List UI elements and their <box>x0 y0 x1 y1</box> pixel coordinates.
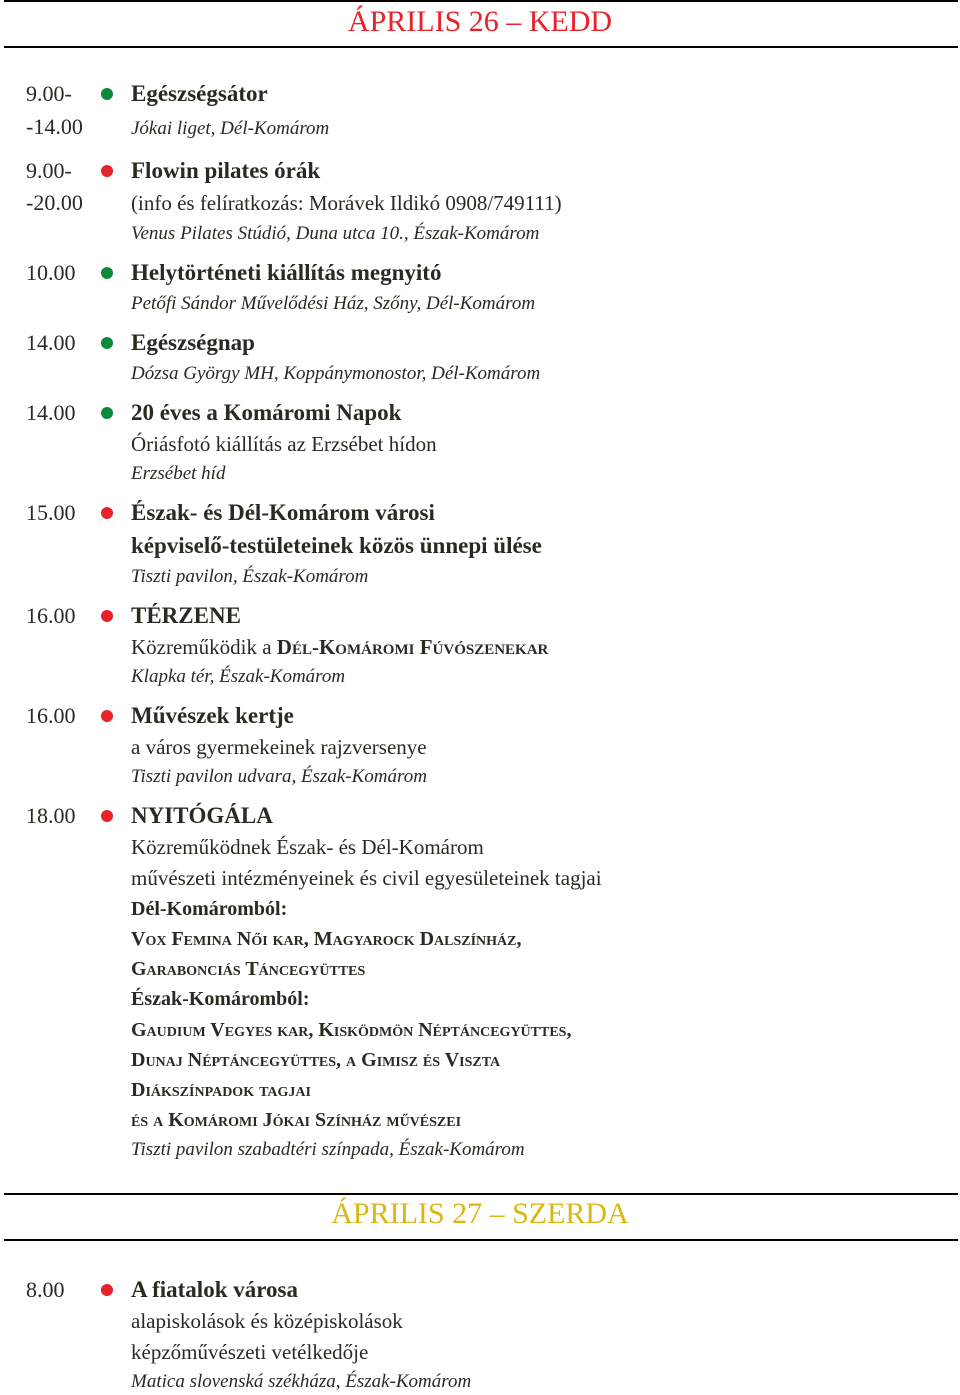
event-description: Óriásfotó kiállítás az Erzsébet hídon <box>131 432 437 456</box>
event-time: 9.00- <box>26 158 72 183</box>
event-location: Tiszti pavilon udvara, Észak-Komárom <box>131 766 427 787</box>
green-bullet-icon <box>101 337 113 349</box>
event-time: 14.00 <box>26 330 76 355</box>
event-description: alapiskolások és középiskolások <box>131 1309 403 1333</box>
event-title: Helytörténeti kiállítás megnyitó <box>131 260 442 285</box>
day-title-april-26: ÁPRILIS 26 – KEDD <box>347 5 613 38</box>
event-time: 15.00 <box>26 500 76 525</box>
event-title: Egészségnap <box>131 330 255 355</box>
green-bullet-icon <box>101 407 113 419</box>
event-location: Jókai liget, Dél-Komárom <box>131 118 330 139</box>
day-1-rule <box>4 46 958 48</box>
event-title: TÉRZENE <box>131 603 241 628</box>
event-location: Klapka tér, Észak-Komárom <box>131 666 346 687</box>
event-time: 8.00 <box>26 1277 65 1302</box>
event-time: 10.00 <box>26 260 76 285</box>
event-location: Tiszti pavilon szabadtéri színpada, Észak-Komárom <box>131 1139 525 1160</box>
event-location: Dózsa György MH, Koppánymonostor, Dél-Komárom <box>131 363 541 384</box>
day-title-april-27: ÁPRILIS 27 – SZERDA <box>331 1197 629 1230</box>
event-title: A fiatalok városa <box>131 1277 298 1302</box>
event-title-continued: képviselő-testületeinek közös ünnepi ülése <box>131 533 542 558</box>
event-time: 14.00 <box>26 400 76 425</box>
performer-list: és a Komáromi Jókai Színház művészei <box>131 1109 462 1131</box>
performer-list: Diákszínpadok tagjai <box>131 1079 311 1101</box>
event-title: 20 éves a Komáromi Napok <box>131 400 402 425</box>
event-description: a város gyermekeinek rajzversenye <box>131 735 427 759</box>
event-location: Matica slovenská székháza, Észak-Komárom <box>131 1371 472 1392</box>
performer-list: Garabonciás Táncegyüttes <box>131 958 366 980</box>
event-description: (info és felíratkozás: Morávek Ildikó 0908/749111) <box>131 191 562 215</box>
red-bullet-icon <box>101 165 113 177</box>
red-bullet-icon <box>101 610 113 622</box>
event-location: Erzsébet híd <box>131 463 226 484</box>
event-title: Flowin pilates órák <box>131 158 321 183</box>
green-bullet-icon <box>101 267 113 279</box>
top-rule <box>4 0 958 2</box>
event-time-end: -14.00 <box>26 114 83 139</box>
event-description: Közreműködnek Észak- és Dél-Komárom <box>131 835 484 859</box>
event-title: NYITÓGÁLA <box>131 803 273 828</box>
event-time: 16.00 <box>26 703 76 728</box>
event-time: 16.00 <box>26 603 76 628</box>
day-2-top-rule <box>4 1193 958 1195</box>
group-heading: Dél-Komáromból: <box>131 898 288 920</box>
red-bullet-icon <box>101 710 113 722</box>
group-heading: Észak-Komáromból: <box>131 988 310 1010</box>
performer-list: Vox Femina Női kar, Magyarock Dalszínház, <box>131 928 522 950</box>
event-location: Venus Pilates Stúdió, Duna utca 10., Észak-Komárom <box>131 223 540 244</box>
event-description-prefix: Közreműködik a <box>131 635 277 659</box>
event-title: Észak- és Dél-Komárom városi <box>131 500 435 525</box>
event-title: Művészek kertje <box>131 703 294 728</box>
red-bullet-icon <box>101 810 113 822</box>
event-time: 18.00 <box>26 803 76 828</box>
event-location: Petőfi Sándor Művelődési Ház, Szőny, Dél-Komárom <box>131 293 536 314</box>
green-bullet-icon <box>101 88 113 100</box>
red-bullet-icon <box>101 1284 113 1296</box>
performer-list: Gaudium Vegyes kar, Kisködmön Néptáncegyüttes, <box>131 1019 572 1041</box>
event-description-continued: művészeti intézményeinek és civil egyesületeinek tagjai <box>131 866 602 890</box>
event-title: Egészségsátor <box>131 81 268 106</box>
red-bullet-icon <box>101 507 113 519</box>
event-description-continued: képzőművészeti vetélkedője <box>131 1340 369 1364</box>
event-description <box>131 634 548 660</box>
event-time: 9.00- <box>26 81 72 106</box>
event-location: Tiszti pavilon, Észak-Komárom <box>131 566 369 587</box>
performer-name: Dél-Komáromi Fúvószenekar <box>276 635 549 659</box>
performer-list: Dunaj Néptáncegyüttes, a Gimisz és Viszta <box>131 1049 501 1071</box>
event-time-end: -20.00 <box>26 190 83 215</box>
day-2-rule <box>4 1239 958 1241</box>
